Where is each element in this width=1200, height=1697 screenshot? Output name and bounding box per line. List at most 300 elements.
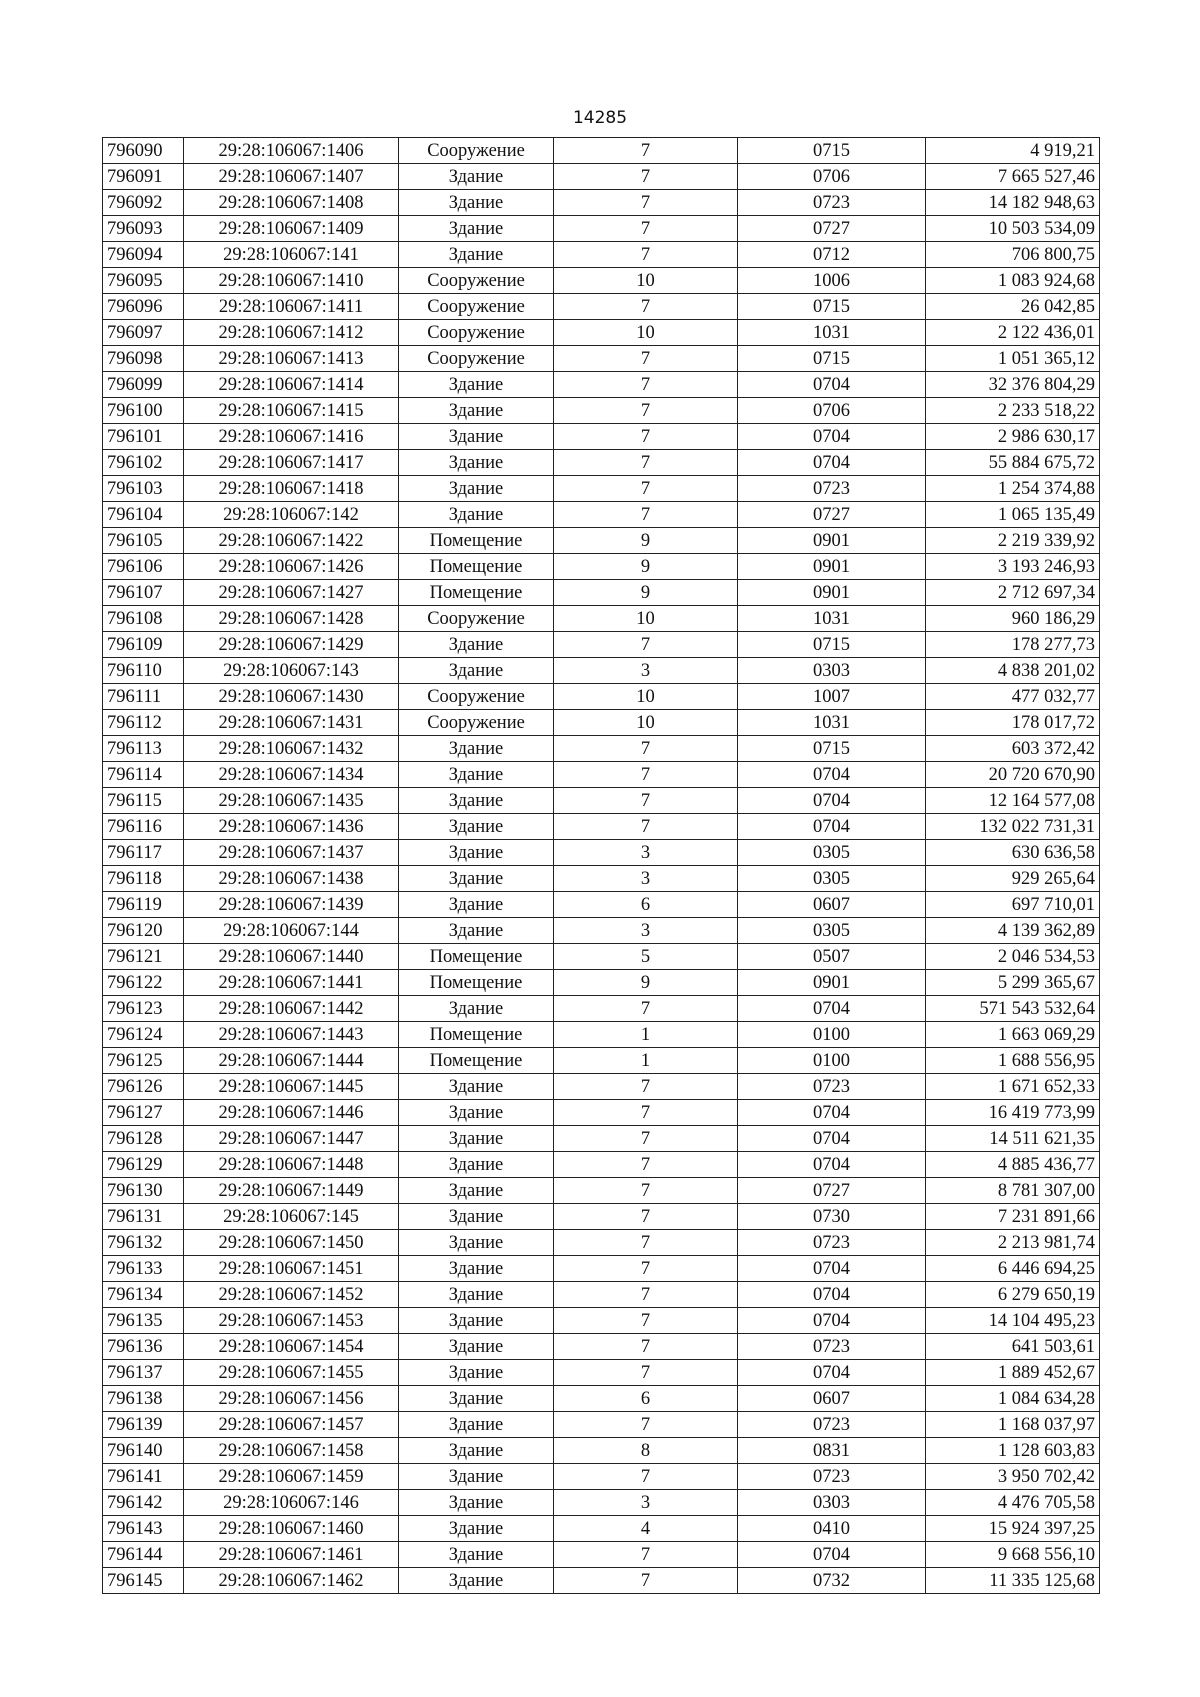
- cadastral-number-cell: 29:28:106067:145: [184, 1204, 399, 1230]
- cadastral-number-cell: 29:28:106067:1450: [184, 1230, 399, 1256]
- row-number-cell: 796111: [103, 684, 184, 710]
- cadastral-value-cell: 2 219 339,92: [926, 528, 1100, 554]
- cadastral-number-cell: 29:28:106067:1408: [184, 190, 399, 216]
- row-number-cell: 796144: [103, 1542, 184, 1568]
- row-number-cell: 796110: [103, 658, 184, 684]
- group-code-cell: 9: [554, 970, 738, 996]
- cadastral-value-cell: 4 838 201,02: [926, 658, 1100, 684]
- subgroup-code-cell: 0410: [738, 1516, 926, 1542]
- group-code-cell: 7: [554, 242, 738, 268]
- cadastral-number-cell: 29:28:106067:1449: [184, 1178, 399, 1204]
- subgroup-code-cell: 1031: [738, 710, 926, 736]
- object-type-cell: Здание: [399, 866, 554, 892]
- cadastral-value-cell: 32 376 804,29: [926, 372, 1100, 398]
- cadastral-value-cell: 14 104 495,23: [926, 1308, 1100, 1334]
- group-code-cell: 7: [554, 1100, 738, 1126]
- table-row: [103, 398, 1100, 424]
- table-row: [103, 528, 1100, 554]
- row-number-cell: 796141: [103, 1464, 184, 1490]
- group-code-cell: 1: [554, 1048, 738, 1074]
- table-row: [103, 346, 1100, 372]
- cadastral-number-cell: 29:28:106067:1427: [184, 580, 399, 606]
- subgroup-code-cell: 0723: [738, 190, 926, 216]
- subgroup-code-cell: 0715: [738, 736, 926, 762]
- cadastral-value-cell: 1 671 652,33: [926, 1074, 1100, 1100]
- cadastral-value-cell: 20 720 670,90: [926, 762, 1100, 788]
- subgroup-code-cell: 1031: [738, 320, 926, 346]
- subgroup-code-cell: 1031: [738, 606, 926, 632]
- subgroup-code-cell: 1006: [738, 268, 926, 294]
- table-row: [103, 684, 1100, 710]
- subgroup-code-cell: 0305: [738, 840, 926, 866]
- group-code-cell: 10: [554, 268, 738, 294]
- object-type-cell: Здание: [399, 892, 554, 918]
- row-number-cell: 796098: [103, 346, 184, 372]
- row-number-cell: 796139: [103, 1412, 184, 1438]
- cadastral-number-cell: 29:28:106067:1407: [184, 164, 399, 190]
- cadastral-number-cell: 29:28:106067:1439: [184, 892, 399, 918]
- subgroup-code-cell: 0901: [738, 970, 926, 996]
- cadastral-number-cell: 29:28:106067:1461: [184, 1542, 399, 1568]
- cadastral-value-cell: 16 419 773,99: [926, 1100, 1100, 1126]
- subgroup-code-cell: 0901: [738, 554, 926, 580]
- row-number-cell: 796096: [103, 294, 184, 320]
- subgroup-code-cell: 0704: [738, 1542, 926, 1568]
- table-row: [103, 190, 1100, 216]
- cadastral-number-cell: 29:28:106067:1417: [184, 450, 399, 476]
- cadastral-number-cell: 29:28:106067:146: [184, 1490, 399, 1516]
- object-type-cell: Здание: [399, 788, 554, 814]
- table-row: [103, 1126, 1100, 1152]
- object-type-cell: Здание: [399, 996, 554, 1022]
- cadastral-value-cell: 9 668 556,10: [926, 1542, 1100, 1568]
- subgroup-code-cell: 0723: [738, 476, 926, 502]
- group-code-cell: 7: [554, 502, 738, 528]
- subgroup-code-cell: 0100: [738, 1048, 926, 1074]
- subgroup-code-cell: 0704: [738, 762, 926, 788]
- object-type-cell: Сооружение: [399, 320, 554, 346]
- group-code-cell: 10: [554, 684, 738, 710]
- row-number-cell: 796094: [103, 242, 184, 268]
- cadastral-number-cell: 29:28:106067:1452: [184, 1282, 399, 1308]
- group-code-cell: 4: [554, 1516, 738, 1542]
- group-code-cell: 7: [554, 1360, 738, 1386]
- cadastral-value-cell: 4 476 705,58: [926, 1490, 1100, 1516]
- row-number-cell: 796118: [103, 866, 184, 892]
- object-type-cell: Здание: [399, 242, 554, 268]
- table-row: [103, 1542, 1100, 1568]
- table-row: [103, 476, 1100, 502]
- table-row: [103, 1282, 1100, 1308]
- subgroup-code-cell: 0704: [738, 372, 926, 398]
- cadastral-number-cell: 29:28:106067:1436: [184, 814, 399, 840]
- object-type-cell: Здание: [399, 164, 554, 190]
- cadastral-value-cell: 960 186,29: [926, 606, 1100, 632]
- cadastral-value-cell: 2 046 534,53: [926, 944, 1100, 970]
- table-row: [103, 1386, 1100, 1412]
- cadastral-value-cell: 4 139 362,89: [926, 918, 1100, 944]
- cadastral-value-cell: 26 042,85: [926, 294, 1100, 320]
- table-row: [103, 268, 1100, 294]
- cadastral-value-cell: 2 213 981,74: [926, 1230, 1100, 1256]
- group-code-cell: 7: [554, 1542, 738, 1568]
- subgroup-code-cell: 0715: [738, 138, 926, 164]
- subgroup-code-cell: 0727: [738, 216, 926, 242]
- object-type-cell: Здание: [399, 1568, 554, 1594]
- cadastral-number-cell: 29:28:106067:1456: [184, 1386, 399, 1412]
- cadastral-number-cell: 29:28:106067:1455: [184, 1360, 399, 1386]
- cadastral-number-cell: 29:28:106067:1459: [184, 1464, 399, 1490]
- cadastral-number-cell: 29:28:106067:1428: [184, 606, 399, 632]
- subgroup-code-cell: 0715: [738, 346, 926, 372]
- cadastral-value-cell: 7 665 527,46: [926, 164, 1100, 190]
- object-type-cell: Здание: [399, 424, 554, 450]
- row-number-cell: 796138: [103, 1386, 184, 1412]
- cadastral-number-cell: 29:28:106067:1458: [184, 1438, 399, 1464]
- object-type-cell: Здание: [399, 502, 554, 528]
- cadastral-number-cell: 29:28:106067:1444: [184, 1048, 399, 1074]
- subgroup-code-cell: 0100: [738, 1022, 926, 1048]
- cadastral-number-cell: 29:28:106067:1445: [184, 1074, 399, 1100]
- cadastral-number-cell: 29:28:106067:1426: [184, 554, 399, 580]
- object-type-cell: Здание: [399, 736, 554, 762]
- table-row: [103, 762, 1100, 788]
- table-row: [103, 736, 1100, 762]
- group-code-cell: 7: [554, 372, 738, 398]
- row-number-cell: 796112: [103, 710, 184, 736]
- subgroup-code-cell: 0704: [738, 1360, 926, 1386]
- row-number-cell: 796104: [103, 502, 184, 528]
- row-number-cell: 796119: [103, 892, 184, 918]
- subgroup-code-cell: 0706: [738, 398, 926, 424]
- cadastral-value-cell: 1 084 634,28: [926, 1386, 1100, 1412]
- registry-table: [102, 137, 1100, 1594]
- row-number-cell: 796137: [103, 1360, 184, 1386]
- row-number-cell: 796103: [103, 476, 184, 502]
- row-number-cell: 796130: [103, 1178, 184, 1204]
- cadastral-number-cell: 29:28:106067:1432: [184, 736, 399, 762]
- object-type-cell: Помещение: [399, 970, 554, 996]
- group-code-cell: 7: [554, 346, 738, 372]
- table-row: [103, 1490, 1100, 1516]
- table-row: [103, 138, 1100, 164]
- subgroup-code-cell: 0723: [738, 1074, 926, 1100]
- cadastral-value-cell: 571 543 532,64: [926, 996, 1100, 1022]
- group-code-cell: 7: [554, 814, 738, 840]
- object-type-cell: Здание: [399, 632, 554, 658]
- group-code-cell: 6: [554, 892, 738, 918]
- object-type-cell: Здание: [399, 658, 554, 684]
- cadastral-number-cell: 29:28:106067:1454: [184, 1334, 399, 1360]
- group-code-cell: 7: [554, 1412, 738, 1438]
- group-code-cell: 7: [554, 424, 738, 450]
- table-row: [103, 1360, 1100, 1386]
- object-type-cell: Сооружение: [399, 710, 554, 736]
- object-type-cell: Здание: [399, 762, 554, 788]
- object-type-cell: Помещение: [399, 554, 554, 580]
- row-number-cell: 796121: [103, 944, 184, 970]
- cadastral-number-cell: 29:28:106067:1430: [184, 684, 399, 710]
- row-number-cell: 796113: [103, 736, 184, 762]
- object-type-cell: Сооружение: [399, 684, 554, 710]
- cadastral-number-cell: 29:28:106067:1413: [184, 346, 399, 372]
- group-code-cell: 8: [554, 1438, 738, 1464]
- cadastral-value-cell: 4 919,21: [926, 138, 1100, 164]
- subgroup-code-cell: 0704: [738, 1256, 926, 1282]
- table-row: [103, 1568, 1100, 1594]
- group-code-cell: 7: [554, 1178, 738, 1204]
- row-number-cell: 796109: [103, 632, 184, 658]
- cadastral-number-cell: 29:28:106067:1435: [184, 788, 399, 814]
- row-number-cell: 796099: [103, 372, 184, 398]
- cadastral-value-cell: 2 233 518,22: [926, 398, 1100, 424]
- object-type-cell: Здание: [399, 814, 554, 840]
- table-row: [103, 814, 1100, 840]
- cadastral-value-cell: 14 182 948,63: [926, 190, 1100, 216]
- group-code-cell: 7: [554, 788, 738, 814]
- group-code-cell: 7: [554, 164, 738, 190]
- cadastral-value-cell: 1 083 924,68: [926, 268, 1100, 294]
- table-row: [103, 1334, 1100, 1360]
- row-number-cell: 796132: [103, 1230, 184, 1256]
- table-row: [103, 658, 1100, 684]
- cadastral-value-cell: 178 017,72: [926, 710, 1100, 736]
- group-code-cell: 7: [554, 216, 738, 242]
- table-row: [103, 216, 1100, 242]
- group-code-cell: 7: [554, 1334, 738, 1360]
- table-row: [103, 606, 1100, 632]
- row-number-cell: 796090: [103, 138, 184, 164]
- row-number-cell: 796128: [103, 1126, 184, 1152]
- cadastral-number-cell: 29:28:106067:1434: [184, 762, 399, 788]
- row-number-cell: 796126: [103, 1074, 184, 1100]
- cadastral-number-cell: 29:28:106067:1448: [184, 1152, 399, 1178]
- subgroup-code-cell: 0706: [738, 164, 926, 190]
- cadastral-number-cell: 29:28:106067:1429: [184, 632, 399, 658]
- table-row: [103, 502, 1100, 528]
- subgroup-code-cell: 0901: [738, 580, 926, 606]
- cadastral-number-cell: 29:28:106067:1446: [184, 1100, 399, 1126]
- cadastral-number-cell: 29:28:106067:143: [184, 658, 399, 684]
- group-code-cell: 3: [554, 840, 738, 866]
- object-type-cell: Сооружение: [399, 138, 554, 164]
- object-type-cell: Сооружение: [399, 294, 554, 320]
- row-number-cell: 796124: [103, 1022, 184, 1048]
- row-number-cell: 796101: [103, 424, 184, 450]
- row-number-cell: 796108: [103, 606, 184, 632]
- cadastral-value-cell: 132 022 731,31: [926, 814, 1100, 840]
- group-code-cell: 7: [554, 1568, 738, 1594]
- row-number-cell: 796093: [103, 216, 184, 242]
- row-number-cell: 796145: [103, 1568, 184, 1594]
- table-row: [103, 1178, 1100, 1204]
- table-row: [103, 996, 1100, 1022]
- table-row: [103, 1048, 1100, 1074]
- cadastral-value-cell: 929 265,64: [926, 866, 1100, 892]
- object-type-cell: Здание: [399, 1438, 554, 1464]
- subgroup-code-cell: 0704: [738, 1126, 926, 1152]
- object-type-cell: Сооружение: [399, 268, 554, 294]
- cadastral-value-cell: 630 636,58: [926, 840, 1100, 866]
- subgroup-code-cell: 0305: [738, 866, 926, 892]
- table-row: [103, 1516, 1100, 1542]
- subgroup-code-cell: 1007: [738, 684, 926, 710]
- subgroup-code-cell: 0507: [738, 944, 926, 970]
- subgroup-code-cell: 0704: [738, 1152, 926, 1178]
- cadastral-value-cell: 7 231 891,66: [926, 1204, 1100, 1230]
- cadastral-value-cell: 1 051 365,12: [926, 346, 1100, 372]
- table-row: [103, 1074, 1100, 1100]
- row-number-cell: 796116: [103, 814, 184, 840]
- object-type-cell: Помещение: [399, 1022, 554, 1048]
- row-number-cell: 796115: [103, 788, 184, 814]
- subgroup-code-cell: 0715: [738, 632, 926, 658]
- cadastral-value-cell: 2 712 697,34: [926, 580, 1100, 606]
- cadastral-number-cell: 29:28:106067:1410: [184, 268, 399, 294]
- row-number-cell: 796136: [103, 1334, 184, 1360]
- cadastral-value-cell: 15 924 397,25: [926, 1516, 1100, 1542]
- cadastral-number-cell: 29:28:106067:1438: [184, 866, 399, 892]
- object-type-cell: Здание: [399, 1152, 554, 1178]
- table-row: [103, 1100, 1100, 1126]
- cadastral-number-cell: 29:28:106067:1412: [184, 320, 399, 346]
- row-number-cell: 796140: [103, 1438, 184, 1464]
- group-code-cell: 10: [554, 710, 738, 736]
- object-type-cell: Здание: [399, 1516, 554, 1542]
- row-number-cell: 796095: [103, 268, 184, 294]
- group-code-cell: 3: [554, 866, 738, 892]
- object-type-cell: Здание: [399, 476, 554, 502]
- group-code-cell: 7: [554, 190, 738, 216]
- cadastral-value-cell: 603 372,42: [926, 736, 1100, 762]
- table-row: [103, 450, 1100, 476]
- cadastral-number-cell: 29:28:106067:1457: [184, 1412, 399, 1438]
- object-type-cell: Здание: [399, 1412, 554, 1438]
- cadastral-number-cell: 29:28:106067:1416: [184, 424, 399, 450]
- table-row: [103, 1308, 1100, 1334]
- group-code-cell: 7: [554, 1256, 738, 1282]
- subgroup-code-cell: 0730: [738, 1204, 926, 1230]
- cadastral-number-cell: 29:28:106067:1443: [184, 1022, 399, 1048]
- cadastral-number-cell: 29:28:106067:1418: [184, 476, 399, 502]
- subgroup-code-cell: 0607: [738, 1386, 926, 1412]
- table-row: [103, 1438, 1100, 1464]
- table-row: [103, 970, 1100, 996]
- row-number-cell: 796131: [103, 1204, 184, 1230]
- row-number-cell: 796135: [103, 1308, 184, 1334]
- cadastral-value-cell: 3 193 246,93: [926, 554, 1100, 580]
- subgroup-code-cell: 0901: [738, 528, 926, 554]
- group-code-cell: 10: [554, 320, 738, 346]
- cadastral-value-cell: 178 277,73: [926, 632, 1100, 658]
- cadastral-value-cell: 1 663 069,29: [926, 1022, 1100, 1048]
- cadastral-number-cell: 29:28:106067:1415: [184, 398, 399, 424]
- cadastral-value-cell: 641 503,61: [926, 1334, 1100, 1360]
- table-row: [103, 918, 1100, 944]
- cadastral-value-cell: 1 128 603,83: [926, 1438, 1100, 1464]
- registry-table-body: [103, 138, 1100, 1594]
- object-type-cell: Здание: [399, 1204, 554, 1230]
- object-type-cell: Здание: [399, 1074, 554, 1100]
- object-type-cell: Здание: [399, 1334, 554, 1360]
- table-row: [103, 1152, 1100, 1178]
- object-type-cell: Здание: [399, 1308, 554, 1334]
- cadastral-value-cell: 8 781 307,00: [926, 1178, 1100, 1204]
- table-row: [103, 1464, 1100, 1490]
- subgroup-code-cell: 0723: [738, 1464, 926, 1490]
- subgroup-code-cell: 0303: [738, 1490, 926, 1516]
- subgroup-code-cell: 0704: [738, 1100, 926, 1126]
- cadastral-number-cell: 29:28:106067:1422: [184, 528, 399, 554]
- group-code-cell: 7: [554, 1282, 738, 1308]
- row-number-cell: 796134: [103, 1282, 184, 1308]
- subgroup-code-cell: 0723: [738, 1230, 926, 1256]
- row-number-cell: 796125: [103, 1048, 184, 1074]
- subgroup-code-cell: 0704: [738, 996, 926, 1022]
- subgroup-code-cell: 0303: [738, 658, 926, 684]
- cadastral-number-cell: 29:28:106067:1414: [184, 372, 399, 398]
- cadastral-value-cell: 706 800,75: [926, 242, 1100, 268]
- cadastral-number-cell: 29:28:106067:1431: [184, 710, 399, 736]
- cadastral-value-cell: 2 986 630,17: [926, 424, 1100, 450]
- cadastral-value-cell: 1 168 037,97: [926, 1412, 1100, 1438]
- object-type-cell: Здание: [399, 398, 554, 424]
- group-code-cell: 7: [554, 450, 738, 476]
- cadastral-value-cell: 1 065 135,49: [926, 502, 1100, 528]
- row-number-cell: 796102: [103, 450, 184, 476]
- table-row: [103, 424, 1100, 450]
- row-number-cell: 796120: [103, 918, 184, 944]
- object-type-cell: Помещение: [399, 944, 554, 970]
- cadastral-number-cell: 29:28:106067:141: [184, 242, 399, 268]
- object-type-cell: Сооружение: [399, 606, 554, 632]
- group-code-cell: 7: [554, 138, 738, 164]
- row-number-cell: 796133: [103, 1256, 184, 1282]
- group-code-cell: 7: [554, 736, 738, 762]
- object-type-cell: Здание: [399, 1464, 554, 1490]
- subgroup-code-cell: 0727: [738, 502, 926, 528]
- subgroup-code-cell: 0704: [738, 450, 926, 476]
- table-row: [103, 632, 1100, 658]
- cadastral-value-cell: 477 032,77: [926, 684, 1100, 710]
- group-code-cell: 7: [554, 1126, 738, 1152]
- group-code-cell: 6: [554, 1386, 738, 1412]
- row-number-cell: 796105: [103, 528, 184, 554]
- group-code-cell: 7: [554, 762, 738, 788]
- object-type-cell: Здание: [399, 1256, 554, 1282]
- row-number-cell: 796117: [103, 840, 184, 866]
- object-type-cell: Помещение: [399, 1048, 554, 1074]
- group-code-cell: 7: [554, 632, 738, 658]
- object-type-cell: Здание: [399, 1386, 554, 1412]
- cadastral-number-cell: 29:28:106067:1441: [184, 970, 399, 996]
- object-type-cell: Сооружение: [399, 346, 554, 372]
- table-row: [103, 1412, 1100, 1438]
- subgroup-code-cell: 0723: [738, 1334, 926, 1360]
- group-code-cell: 7: [554, 1152, 738, 1178]
- table-row: [103, 320, 1100, 346]
- cadastral-value-cell: 697 710,01: [926, 892, 1100, 918]
- group-code-cell: 9: [554, 554, 738, 580]
- table-row: [103, 710, 1100, 736]
- cadastral-value-cell: 2 122 436,01: [926, 320, 1100, 346]
- group-code-cell: 3: [554, 1490, 738, 1516]
- row-number-cell: 796127: [103, 1100, 184, 1126]
- group-code-cell: 7: [554, 398, 738, 424]
- subgroup-code-cell: 0723: [738, 1412, 926, 1438]
- row-number-cell: 796142: [103, 1490, 184, 1516]
- row-number-cell: 796129: [103, 1152, 184, 1178]
